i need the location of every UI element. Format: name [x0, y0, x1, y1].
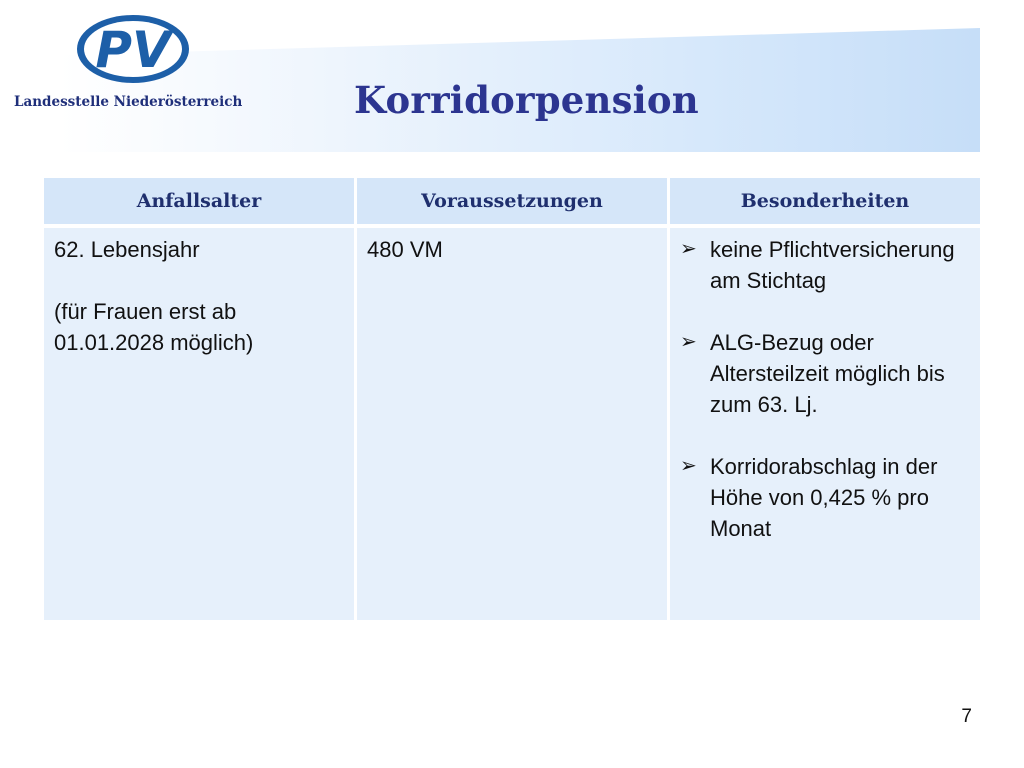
- page-number: 7: [961, 706, 972, 727]
- bullet-text: ALG-Bezug oder Altersteilzeit möglich bis zum 63. Lj.: [710, 330, 945, 417]
- arrow-bullet-icon: ➢: [680, 331, 697, 353]
- arrow-bullet-icon: ➢: [680, 455, 697, 477]
- pv-logo: [74, 12, 192, 86]
- bullet-text: keine Pflichtversicherung am Stichtag: [710, 237, 955, 293]
- bullet-item: [680, 234, 970, 296]
- bullet-item: [680, 327, 970, 420]
- page-title: Korridorpension: [354, 78, 699, 122]
- column-header-besonderheiten: Besonderheiten: [670, 178, 980, 224]
- pv-logo-text: PV: [95, 21, 171, 79]
- cell-voraussetzungen: [357, 228, 667, 620]
- bullet-item: [680, 451, 970, 544]
- pension-table: [42, 178, 982, 622]
- requirement-text: 480 VM: [367, 237, 443, 262]
- bullet-text: Korridorabschlag in der Höhe von 0,425 % pro Monat: [710, 454, 938, 541]
- arrow-bullet-icon: ➢: [680, 238, 697, 260]
- column-header-voraussetzungen: Voraussetzungen: [357, 178, 667, 224]
- age-text: 62. Lebensjahr: [54, 237, 200, 262]
- age-note-text: (für Frauen erst ab 01.01.2028 möglich): [54, 299, 254, 355]
- cell-anfallsalter: [44, 228, 354, 620]
- org-name: Landesstelle Niederösterreich: [14, 94, 243, 110]
- column-header-anfallsalter: Anfallsalter: [44, 178, 354, 224]
- cell-besonderheiten: [670, 228, 980, 620]
